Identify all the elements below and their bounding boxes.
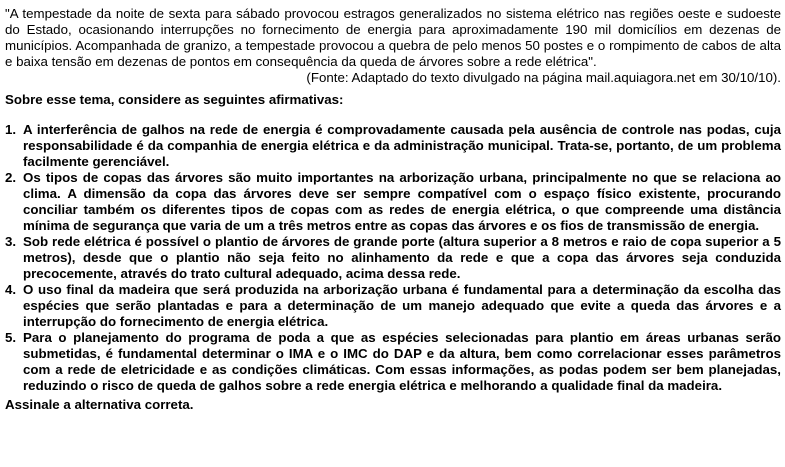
statement-text: Para o planejamento do programa de poda a que as espécies selecionadas para plantio em áreas urbanas serão submetidas, é fundamental determinar o IMA e o IMC do DAP e da altura, bem como correlacionar esses parâmetros com a rede de eletricidade e as condições climáticas. Com essas informações, as podas podem ser bem planejadas, reduzindo o risco de queda de galhos sobre a rede energia elétrica e melhorando a qualidade final da madeira. xyxy=(23,330,781,393)
source-line: (Fonte: Adaptado do texto divulgado na página mail.aquiagora.net em 30/10/10). xyxy=(306,70,781,85)
statement-text: A interferência de galhos na rede de energia é comprovadamente causada pela ausência de controle nas podas, cuja responsabilidade é da companhia de energia elétrica e da administração municipal. Trata-se, portanto, de um problema facilmente gerenciável. xyxy=(23,122,781,169)
statement-item-1 xyxy=(5,122,781,170)
statement-number: 1. xyxy=(5,122,17,137)
statement-text: Os tipos de copas das árvores são muito importantes na arborização urbana, principalmente no que se relaciona ao clima. A dimensão da copa das árvores deve ser sempre compatível com o espaço físico existente, procurando conciliar também os diferentes tipos de copas com as redes de energia elétrica, o que compreende uma distância mínima de segurança que varia de um a três metros entre as copas das árvores e os fios de transmissão de energia. xyxy=(23,170,781,233)
statement-item-2 xyxy=(5,170,781,234)
quote-paragraph: "A tempestade da noite de sexta para sábado provocou estragos generalizados no sistema elétrico nas regiões oeste e sudoeste do Estado, ocasionando interrupções no fornecimento de energia para aproximadamente 190 mil domicílios em dezenas de municípios. Acompanhada de granizo, a tempestade provocou a quebra de pelo menos 50 postes e o rompimento de cabos de alta e baixa tensão em dezenas de pontos em consequência da queda de árvores sobre a rede elétrica". xyxy=(5,6,781,69)
statement-item-3 xyxy=(5,234,781,282)
statement-item-5 xyxy=(5,330,781,394)
statement-item-4 xyxy=(5,282,781,330)
statement-number: 4. xyxy=(5,282,17,297)
statement-number: 3. xyxy=(5,234,17,249)
intro-line: Sobre esse tema, considere as seguintes afirmativas: xyxy=(5,92,344,107)
statement-text: O uso final da madeira que será produzida na arborização urbana é fundamental para a determinação da escolha das espécies que serão plantadas e para a determinação de um manejo adequado que evite a queda das árvores e a interrupção do fornecimento de energia elétrica. xyxy=(23,282,781,329)
statement-number: 2. xyxy=(5,170,17,185)
statement-text: Sob rede elétrica é possível o plantio de árvores de grande porte (altura superior a 8 metros e raio de copa superior a 5 metros), desde que o plantio não seja feito no alinhamento da rede e que a copa das árvores seja conduzida precocemente, através do trato cultural adequado, acima dessa rede. xyxy=(23,234,781,281)
closing-line: Assinale a alternativa correta. xyxy=(5,397,194,412)
statements-list xyxy=(5,122,781,394)
statement-number: 5. xyxy=(5,330,17,345)
